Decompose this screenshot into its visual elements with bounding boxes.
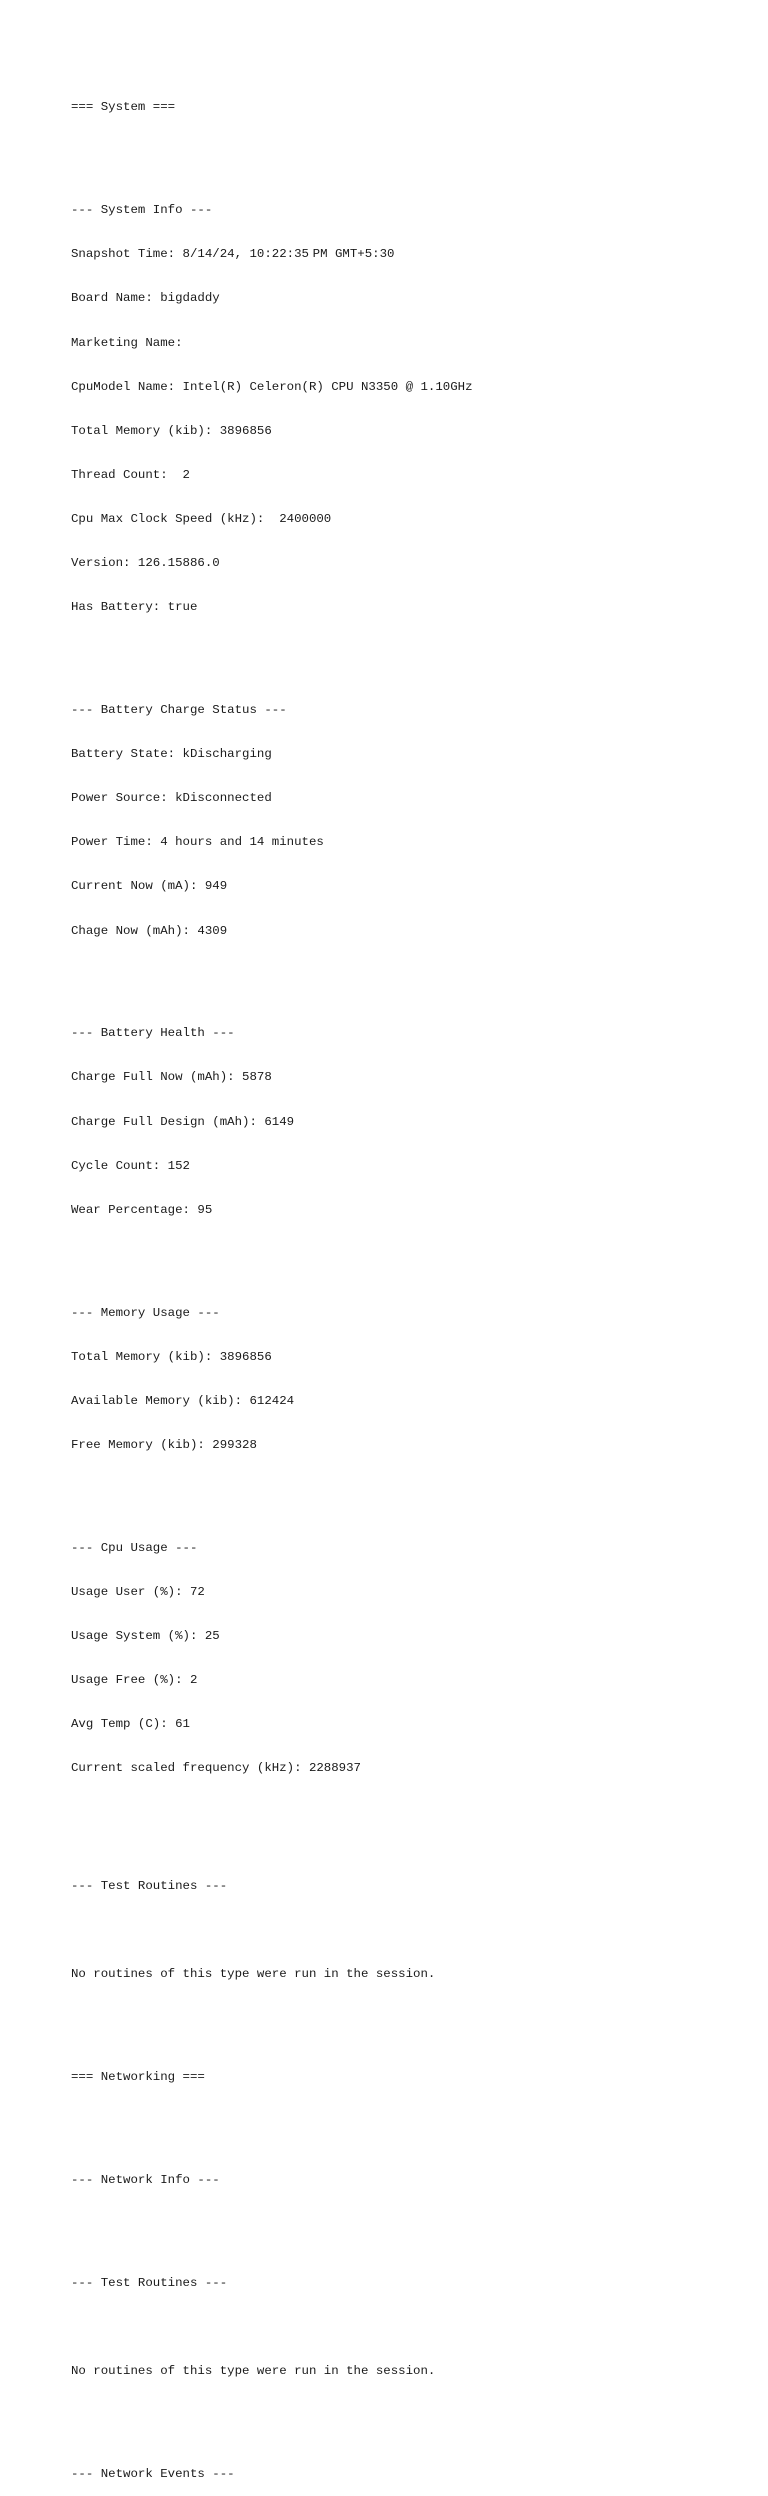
- diagnostics-log-document: [71, 71, 731, 2496]
- snapshot-time-line: Snapshot Time: 8/14/24, 10:22:35 PM GMT+5:30: [71, 247, 395, 262]
- memory-total-line: Total Memory (kib): 3896856: [71, 1349, 272, 1364]
- battery-charge-header: --- Battery Charge Status ---: [71, 703, 287, 718]
- cpu-usage-header: --- Cpu Usage ---: [71, 1540, 198, 1555]
- system-test-routines-header: --- Test Routines ---: [71, 1878, 228, 1893]
- cycle-count-line: Cycle Count: 152: [71, 1158, 190, 1173]
- charge-now-line: Chage Now (mAh): 4309: [71, 923, 228, 938]
- battery-health-header: --- Battery Health ---: [71, 1026, 235, 1041]
- network-info-header: --- Network Info ---: [71, 2172, 220, 2187]
- thread-count-line: Thread Count: 2: [71, 467, 190, 482]
- power-time-line: Power Time: 4 hours and 14 minutes: [71, 835, 324, 850]
- charge-full-design-line: Charge Full Design (mAh): 6149: [71, 1114, 295, 1129]
- marketing-name-line: Marketing Name:: [71, 335, 183, 350]
- battery-state-line: Battery State: kDischarging: [71, 747, 272, 762]
- charge-full-now-line: Charge Full Now (mAh): 5878: [71, 1070, 272, 1085]
- usage-user-line: Usage User (%): 72: [71, 1584, 205, 1599]
- usage-free-line: Usage Free (%): 2: [71, 1673, 198, 1688]
- has-battery-line: Has Battery: true: [71, 600, 198, 615]
- scaled-frequency-line: Current scaled frequency (kHz): 2288937: [71, 1761, 361, 1776]
- system-info-header: --- System Info ---: [71, 203, 213, 218]
- cpu-max-clock-line: Cpu Max Clock Speed (kHz): 2400000: [71, 511, 332, 526]
- power-source-line: Power Source: kDisconnected: [71, 791, 272, 806]
- version-line: Version: 126.15886.0: [71, 556, 220, 571]
- memory-available-line: Available Memory (kib): 612424: [71, 1393, 295, 1408]
- wear-percentage-line: Wear Percentage: 95: [71, 1202, 213, 1217]
- cpu-model-line: CpuModel Name: Intel(R) Celeron(R) CPU N3350 @ 1.10GHz: [71, 379, 473, 394]
- system-section-header: === System ===: [71, 100, 176, 115]
- network-test-routines-header: --- Test Routines ---: [71, 2275, 228, 2290]
- current-now-line: Current Now (mA): 949: [71, 879, 228, 894]
- board-name-line: Board Name: bigdaddy: [71, 291, 220, 306]
- memory-free-line: Free Memory (kib): 299328: [71, 1437, 257, 1452]
- avg-temp-line: Avg Temp (C): 61: [71, 1717, 190, 1732]
- memory-usage-header: --- Memory Usage ---: [71, 1305, 220, 1320]
- networking-section-header: === Networking ===: [71, 2069, 205, 2084]
- usage-system-line: Usage System (%): 25: [71, 1629, 220, 1644]
- total-memory-line: Total Memory (kib): 3896856: [71, 423, 272, 438]
- network-test-routines-message: No routines of this type were run in the session.: [71, 2363, 436, 2378]
- network-events-header: --- Network Events ---: [71, 2466, 235, 2481]
- system-test-routines-message: No routines of this type were run in the session.: [71, 1967, 436, 1982]
